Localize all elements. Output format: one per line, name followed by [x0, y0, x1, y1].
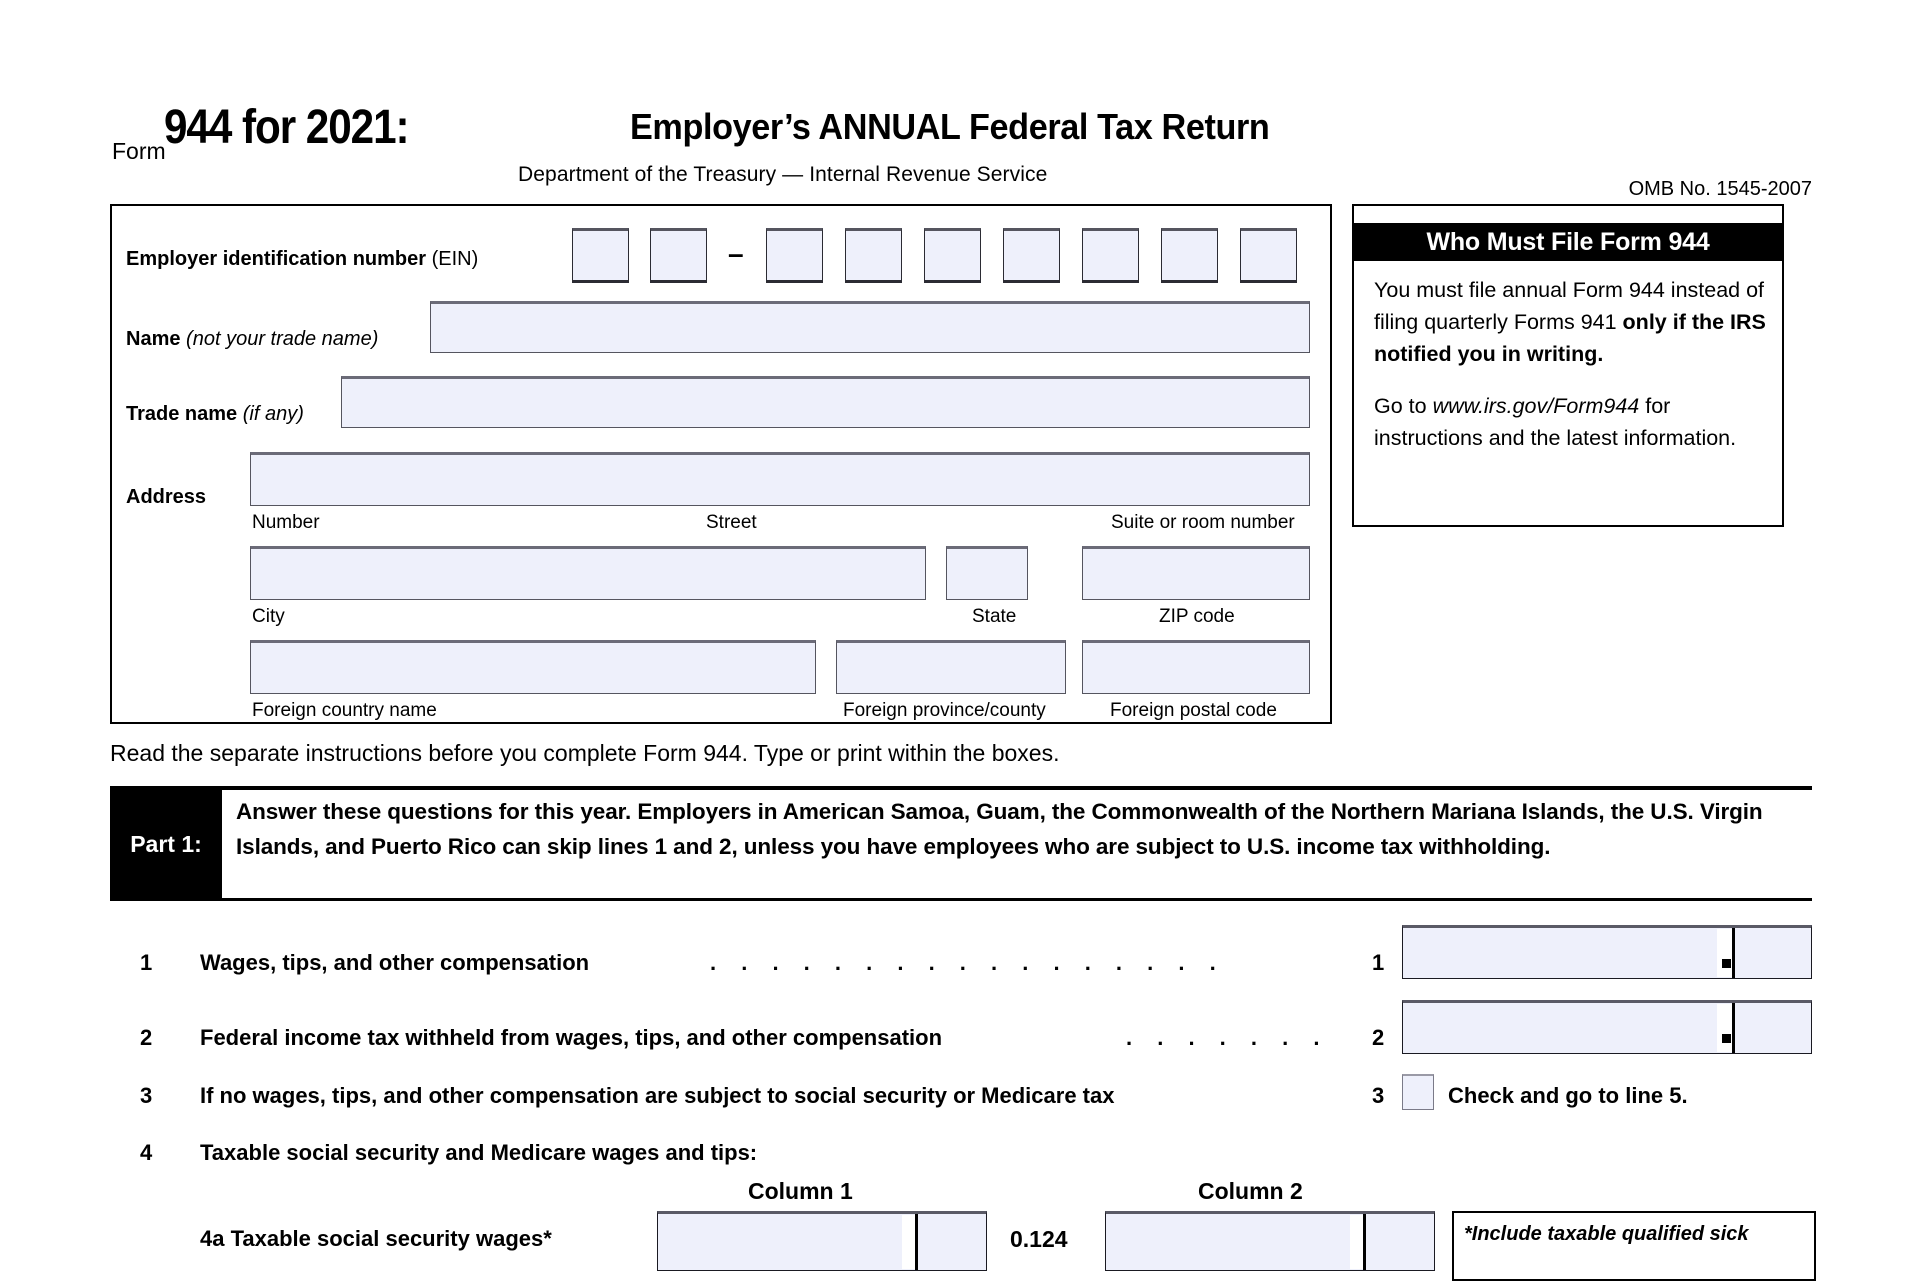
- line-2-number: 2: [140, 1025, 153, 1050]
- line-1-label: Wages, tips, and other compensation: [200, 950, 590, 975]
- line-4a-rate: 0.124: [1010, 1226, 1068, 1252]
- address-suite-sublabel: Suite or room number: [1111, 512, 1295, 533]
- line-4-number: 4: [140, 1140, 153, 1165]
- department-subtitle: Department of the Treasury — Internal Revenue Service: [518, 163, 1048, 186]
- part1-tab: Part 1:: [110, 790, 222, 898]
- line-4a-c2-cents-separator: [1363, 1214, 1366, 1270]
- omb-number: OMB No. 1545-2007: [1628, 178, 1812, 200]
- page-title: Employer’s ANNUAL Federal Tax Return: [630, 106, 1270, 147]
- line-3-number: 3: [140, 1083, 153, 1108]
- line-4a-column1-input[interactable]: [657, 1211, 987, 1271]
- line-2-cents-separator: [1732, 1003, 1735, 1053]
- who-must-file-body: [1374, 274, 1770, 474]
- ein-label-bold: Employer identification number: [126, 248, 427, 270]
- foreign-country-sublabel: Foreign country name: [252, 700, 437, 721]
- trade-name-label-italic: (if any): [242, 403, 304, 425]
- trade-name-label-bold: Trade name: [126, 403, 238, 425]
- foreign-province-sublabel: Foreign province/county: [843, 700, 1046, 721]
- line-4a-footnote-text: *Include taxable qualified sick: [1464, 1223, 1749, 1245]
- part1-instruction: Answer these questions for this year. Employers in American Samoa, Guam, the Commonwealth of the Northern Mariana Islands, the U.S. Virgin Islands, and Puerto Rico can skip lines 1 and 2, unless you have employees who are subject to U.S. income tax withholding.: [236, 799, 1763, 859]
- line-4a-label: 4a Taxable social security wages*: [200, 1226, 552, 1251]
- who-must-file-paragraph-2: [1374, 390, 1770, 454]
- foreign-province-input[interactable]: [836, 640, 1066, 694]
- line-3-label: If no wages, tips, and other compensation are subject to social security or Medicare tax: [200, 1083, 1115, 1108]
- foreign-postal-sublabel: Foreign postal code: [1110, 700, 1277, 721]
- address-street-sublabel: Street: [706, 512, 757, 533]
- line-4a-footnote-box: [1452, 1211, 1816, 1281]
- part1-rule-bottom: [110, 898, 1812, 901]
- column-1-header: Column 1: [748, 1178, 853, 1204]
- line-2-amount-input[interactable]: [1402, 1000, 1812, 1054]
- line-3-box-number: 3: [1372, 1083, 1385, 1108]
- wmf-p2-text-a: Go to: [1374, 394, 1433, 418]
- line-2-box-number: 2: [1372, 1025, 1385, 1050]
- form-number-year: 944 for 2021:: [164, 101, 409, 154]
- who-must-file-paragraph-1: [1374, 274, 1770, 370]
- ein-digit-5[interactable]: [924, 228, 981, 283]
- line-1-cents-separator: [1732, 928, 1735, 978]
- line-1-box-number: 1: [1372, 950, 1385, 975]
- foreign-postal-input[interactable]: [1082, 640, 1310, 694]
- ein-digit-8[interactable]: [1161, 228, 1218, 283]
- line-1-amount-input[interactable]: [1402, 925, 1812, 979]
- line-1-number: 1: [140, 950, 153, 975]
- address-zip-input[interactable]: [1082, 546, 1310, 600]
- name-label-bold: Name: [126, 328, 181, 350]
- ein-digit-6[interactable]: [1003, 228, 1060, 283]
- address-label: Address: [126, 486, 207, 508]
- line-4a-column2-input[interactable]: [1105, 1211, 1435, 1271]
- wmf-p1-text: You must file annual Form 944 instead of filing quarterly Forms 941: [1374, 278, 1765, 334]
- line-4a-c1-cents-separator: [915, 1214, 918, 1270]
- wmf-p1-bold: only if the IRS notified you in writing.: [1374, 310, 1766, 366]
- address-street-input[interactable]: [250, 452, 1310, 506]
- read-instructions-line: Read the separate instructions before you complete Form 944. Type or print within the boxes.: [110, 740, 1060, 766]
- line-2-leaders: . . . . . . .: [1126, 1025, 1329, 1050]
- address-state-sublabel: State: [972, 606, 1017, 627]
- wmf-p2-text-b: for instructions and the latest information.: [1374, 394, 1737, 450]
- name-label: [126, 328, 378, 351]
- line-3-checkbox-label: Check and go to line 5.: [1448, 1083, 1688, 1108]
- ein-label-rest: (EIN): [431, 248, 479, 270]
- foreign-country-input[interactable]: [250, 640, 816, 694]
- ein-label: [126, 248, 478, 271]
- line-1-decimal-dot: [1722, 959, 1731, 968]
- wmf-url: www.irs.gov/Form944: [1432, 394, 1640, 418]
- trade-name-input[interactable]: [341, 376, 1310, 428]
- form-word-label: Form: [112, 138, 166, 164]
- ein-digit-4[interactable]: [845, 228, 902, 283]
- address-city-input[interactable]: [250, 546, 926, 600]
- line-1-leaders: . . . . . . . . . . . . . . . . .: [710, 950, 1226, 975]
- address-state-input[interactable]: [946, 546, 1028, 600]
- line-3-checkbox[interactable]: [1402, 1074, 1434, 1110]
- column-2-header: Column 2: [1198, 1178, 1303, 1204]
- part1-rule-top: [110, 786, 1812, 790]
- ein-dash: –: [728, 238, 744, 269]
- address-number-sublabel: Number: [252, 512, 320, 533]
- ein-digit-1[interactable]: [572, 228, 629, 283]
- line-2-decimal-dot: [1722, 1034, 1731, 1043]
- ein-digit-3[interactable]: [766, 228, 823, 283]
- who-must-file-heading: Who Must File Form 944: [1354, 223, 1782, 261]
- ein-digit-2[interactable]: [650, 228, 707, 283]
- name-label-italic: (not your trade name): [186, 328, 379, 350]
- address-city-sublabel: City: [252, 606, 285, 627]
- ein-digit-7[interactable]: [1082, 228, 1139, 283]
- address-zip-sublabel: ZIP code: [1159, 606, 1235, 627]
- ein-digit-9[interactable]: [1240, 228, 1297, 283]
- name-input[interactable]: [430, 301, 1310, 353]
- trade-name-label: [126, 403, 304, 426]
- who-must-file-box: [1352, 204, 1784, 527]
- line-4-label: Taxable social security and Medicare wages and tips:: [200, 1140, 758, 1165]
- line-2-label: Federal income tax withheld from wages, tips, and other compensation: [200, 1025, 943, 1050]
